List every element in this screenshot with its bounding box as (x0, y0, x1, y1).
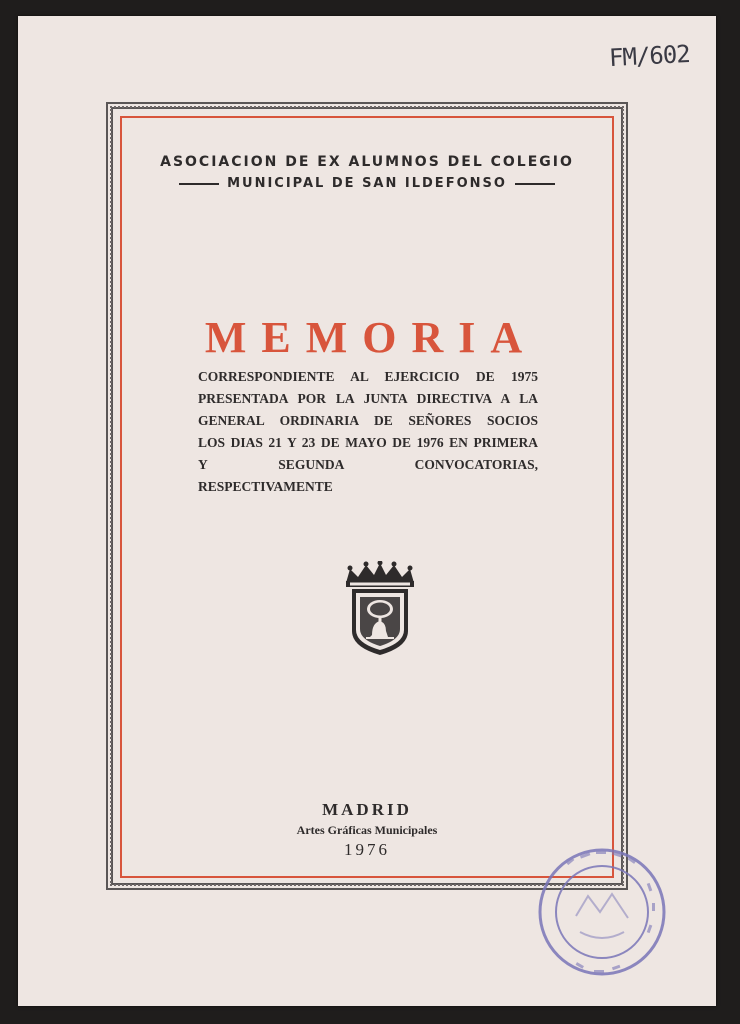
subtitle-block (198, 366, 538, 498)
document-page (18, 16, 716, 1006)
subtitle-line: GENERAL ORDINARIA DE SEÑORES SOCIOS (198, 413, 538, 428)
cover-content (120, 116, 614, 878)
imprint-city: MADRID (322, 800, 412, 819)
association-name-line-2: MUNICIPAL DE SAN ILDEFONSO (227, 176, 507, 191)
right-rule (515, 183, 555, 185)
imprint-printer: Artes Gráficas Municipales (296, 823, 438, 837)
madrid-coat-of-arms-icon (340, 561, 420, 657)
subtitle-line: CORRESPONDIENTE AL EJERCICIO DE 1975 (198, 369, 538, 384)
imprint-year: 1976 (344, 840, 390, 859)
handwritten-note: FM/602 (608, 39, 691, 73)
association-name-line-2-row (120, 176, 614, 191)
subtitle-line: LOS DIAS 21 Y 23 DE MAYO DE 1976 EN PRIMERA (198, 435, 538, 450)
document-title: MEMORIA (204, 313, 538, 362)
association-name-line-1: ASOCIACION DE EX ALUMNOS DEL COLEGIO (160, 154, 574, 170)
subtitle-line: Y SEGUNDA CONVOCATORIAS, RESPECTIVAMENTE (198, 457, 538, 494)
subtitle-line: PRESENTADA POR LA JUNTA DIRECTIVA A LA (198, 391, 538, 406)
left-rule (179, 183, 219, 185)
library-stamp (536, 846, 668, 978)
